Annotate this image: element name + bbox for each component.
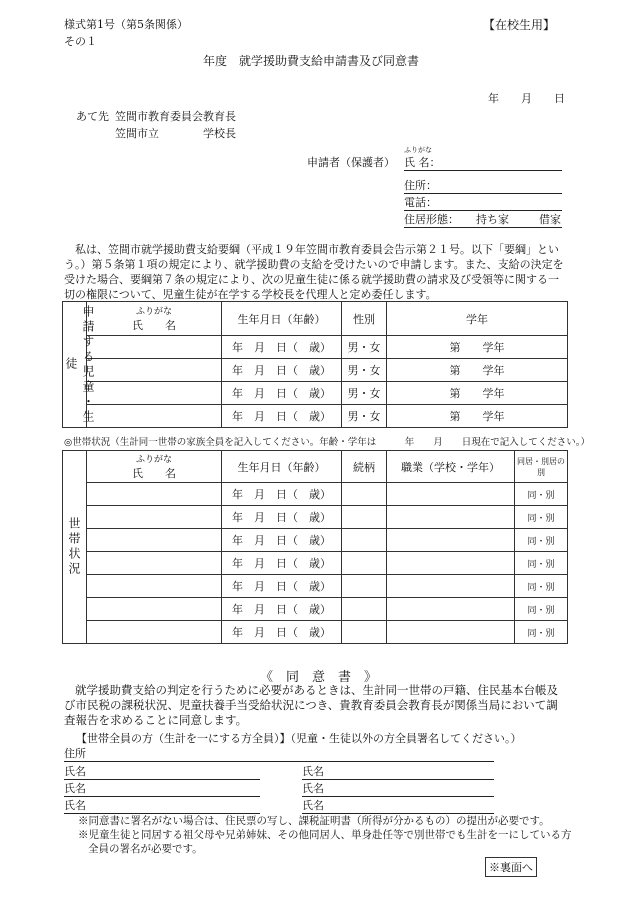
member-job-cell[interactable] [387,506,515,529]
addressee-school: 笠間市立 [115,127,159,140]
applicant-name-field[interactable]: 氏 名： [404,154,562,171]
household-header-job: 職業（学校・学年） [387,451,515,483]
student-sex-cell[interactable]: 男・女 [342,359,387,382]
table-row [63,575,568,598]
form-sub: その１ [64,35,97,48]
table-row [63,382,568,405]
member-relation-cell[interactable] [342,621,387,644]
students-header-grade: 学年 [387,302,568,336]
member-relation-cell[interactable] [342,529,387,552]
table-row [63,529,568,552]
signature-field[interactable]: 氏名 [64,780,260,797]
member-cohabit-cell[interactable]: 同・別 [515,621,568,644]
signature-field[interactable]: 氏名 [64,763,260,780]
member-dob-cell[interactable]: 年 月 日（ 歳） [222,598,342,621]
student-name-cell[interactable] [87,359,222,382]
member-relation-cell[interactable] [342,575,387,598]
household-header-dob: 生年月日（年齢） [222,451,342,483]
student-sex-cell[interactable]: 男・女 [342,382,387,405]
signature-field[interactable]: 氏名 [302,763,494,780]
consent-title: 《 同 意 書 》 [260,670,378,685]
form-number: 様式第1号（第5条関係） [64,18,188,31]
applicant-label: 申請者（保護者） [307,156,395,169]
student-dob-cell[interactable]: 年 月 日（ 歳） [222,382,342,405]
member-dob-cell[interactable]: 年 月 日（ 歳） [222,575,342,598]
table-row [63,506,568,529]
member-job-cell[interactable] [387,483,515,506]
table-row [63,552,568,575]
member-cohabit-cell[interactable]: 同・別 [515,598,568,621]
household-header-relation: 続柄 [342,451,387,483]
member-job-cell[interactable] [387,552,515,575]
signature-field[interactable]: 氏名 [64,797,260,814]
students-table [62,301,568,428]
member-job-cell[interactable] [387,598,515,621]
table-row [63,359,568,382]
consent-note-2: ※児童生徒と同居する祖父母や兄弟姉妹、その他同居人、単身赴任等で別世帯でも生計を一にしている方全員の署名が必要です。 [78,829,572,855]
student-name-cell[interactable] [87,405,222,428]
member-name-cell[interactable] [87,575,222,598]
member-name-cell[interactable] [87,483,222,506]
table-row [63,621,568,644]
member-cohabit-cell[interactable]: 同・別 [515,506,568,529]
housing-own[interactable]: 持ち家 [476,213,509,226]
member-cohabit-cell[interactable]: 同・別 [515,483,568,506]
member-relation-cell[interactable] [342,506,387,529]
member-name-cell[interactable] [87,552,222,575]
student-name-cell[interactable] [87,382,222,405]
consent-instruction: 【世帯全員の方（生計を一にする方全員）】（児童・生徒以外の方全員署名してください。） [76,732,522,745]
housing-rent[interactable]: 借家 [539,213,561,226]
member-name-cell[interactable] [87,598,222,621]
table-row [63,405,568,428]
member-name-cell[interactable] [87,621,222,644]
member-dob-cell[interactable]: 年 月 日（ 歳） [222,506,342,529]
member-relation-cell[interactable] [342,598,387,621]
intro-paragraph: 私は、笠間市就学援助費支給要綱（平成１９年笠間市教育委員会告示第２１号。以下「要綱」という。）第５条第１項の規定により、就学援助費の支給を受けたいので申請します。また、支給の決定を受けた場合、要綱第７条の規定により、次の児童生徒に係る就学援助費の請求及び受領等に関する一切の権限について、児童生徒が在学する学校長を代理人と定め委任します。 [64,243,564,301]
student-grade-cell[interactable]: 第 学年 [387,336,568,359]
student-grade-cell[interactable]: 第 学年 [387,382,568,405]
consent-note-1: ※同意書に署名がない場合は、住民票の写し、課税証明書（所得が分かるもの）の提出が必要です。 [78,815,550,827]
students-side-label: 申請する児童・生徒 [63,302,87,428]
applicant-phone-field[interactable]: 電話： [404,194,562,211]
member-job-cell[interactable] [387,621,515,644]
housing-type-row[interactable] [404,211,562,228]
member-cohabit-cell[interactable]: 同・別 [515,529,568,552]
addressee-principal: 学校長 [203,127,236,140]
student-grade-cell[interactable]: 第 学年 [387,359,568,382]
form-tag: 【在校生用】 [483,18,556,32]
students-header-sex: 性別 [342,302,387,336]
household-header-cohabit: 同居・別居の別 [515,451,568,483]
household-note: ◎世帯状況（生計同一世帯の家族全員を記入してください。年齢・学年は 年 月 日現在で記入してください。） [64,437,591,448]
member-relation-cell[interactable] [342,483,387,506]
see-reverse-label: ※裏面へ [485,857,537,877]
student-name-cell[interactable] [87,336,222,359]
table-row [63,598,568,621]
student-sex-cell[interactable]: 男・女 [342,336,387,359]
member-cohabit-cell[interactable]: 同・別 [515,552,568,575]
member-dob-cell[interactable]: 年 月 日（ 歳） [222,483,342,506]
member-name-cell[interactable] [87,529,222,552]
household-table [62,450,568,644]
addressee-line1: 笠間市教育委員会教育長 [115,110,236,123]
member-dob-cell[interactable]: 年 月 日（ 歳） [222,621,342,644]
table-row [63,483,568,506]
consent-body: 就学援助費支給の判定を行うために必要があるときは、生計同一世帯の戸籍、住民基本台帳及び市民税の課税状況、児童扶養手当受給状況につき、貴教育委員会教育長が関係当局において調査報告を求めることに同意します。 [64,683,558,727]
addressee-label: あて先 [76,110,109,123]
table-row [63,336,568,359]
applicant-address-field[interactable]: 住所： [404,177,562,194]
date-field[interactable]: 年 月 日 [488,92,565,105]
member-relation-cell[interactable] [342,552,387,575]
page-title: 年度 就学援助費支給申請書及び同意書 [203,54,420,68]
signature-field[interactable]: 氏名 [302,797,494,814]
student-dob-cell[interactable]: 年 月 日（ 歳） [222,359,342,382]
household-header-name: ふりがな 氏 名 [87,451,222,483]
signature-field[interactable]: 氏名 [302,780,494,797]
member-job-cell[interactable] [387,575,515,598]
student-dob-cell[interactable]: 年 月 日（ 歳） [222,336,342,359]
applicant-furigana: ふりがな [404,146,432,154]
student-sex-cell[interactable]: 男・女 [342,405,387,428]
student-dob-cell[interactable]: 年 月 日（ 歳） [222,405,342,428]
member-dob-cell[interactable]: 年 月 日（ 歳） [222,529,342,552]
member-cohabit-cell[interactable]: 同・別 [515,575,568,598]
student-grade-cell[interactable]: 第 学年 [387,405,568,428]
students-header-dob: 生年月日（年齢） [222,302,342,336]
household-side-label: 世帯状況 [63,451,87,644]
member-dob-cell[interactable]: 年 月 日（ 歳） [222,552,342,575]
member-job-cell[interactable] [387,529,515,552]
students-header-name: ふりがな 氏 名 [87,302,222,336]
member-name-cell[interactable] [87,506,222,529]
housing-label: 住居形態： [404,213,459,226]
consent-address-field[interactable]: 住所 [64,745,494,762]
